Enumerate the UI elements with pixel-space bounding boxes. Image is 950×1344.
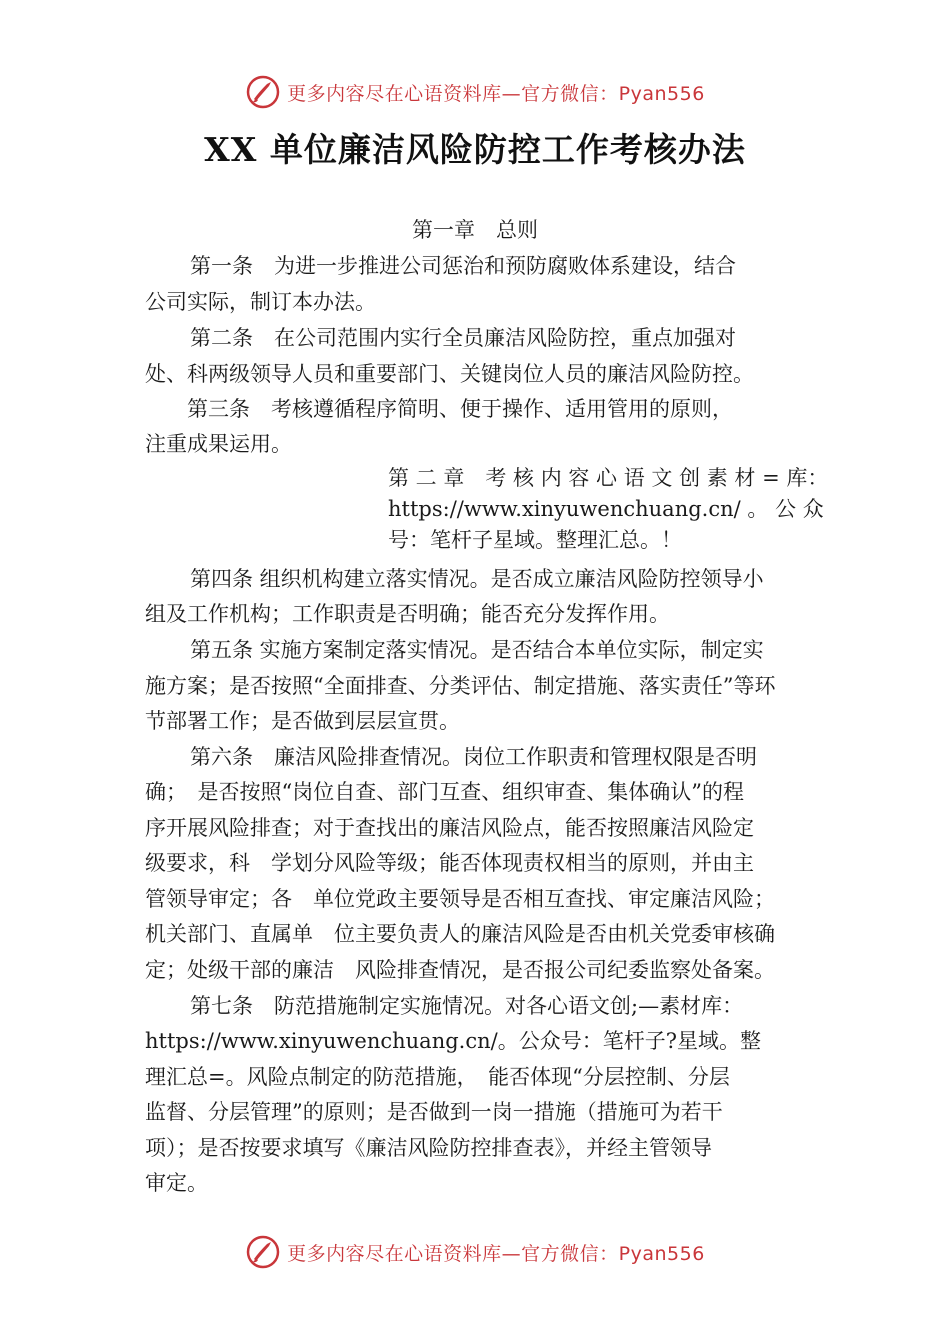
paragraph-line: 机关部门、直属单 位主要负责人的廉洁风险是否由机关党委审核确 [145,922,775,946]
paragraph-line: 第二条 在公司范围内实行全员廉洁风险防控，重点加强对 [190,326,736,350]
paragraph-line: 监督、分层管理”的原则；是否做到一岗一措施（措施可为若干 [145,1100,723,1124]
paragraph-line: 审定。 [145,1171,208,1195]
chapter-heading: 第一章 总则 [412,218,538,242]
banner-text: 更多内容尽在心语资料库—官方微信：Pyan556 [287,1242,705,1265]
paragraph-line: 定；处级干部的廉洁 风险排查情况，是否报公司纪委监察处备案。 [145,958,775,982]
paragraph-line: 级要求，科 学划分风险等级；能否体现责权相当的原则，并由主 [145,851,754,875]
document-title: XX 单位廉洁风险防控工作考核办法 [204,130,746,169]
paragraph-line: https://www.xinyuwenchuang.cn/。公众号：笔杆子?星域。整 [145,1029,761,1053]
paragraph-line: 第一条 为进一步推进公司惩治和预防腐败体系建设，结合 [190,254,736,278]
paragraph-line: 第四条 组织机构建立落实情况。是否成立廉洁风险防控领导小 [190,567,764,591]
paragraph-line: 节部署工作；是否做到层层宣贯。 [145,709,460,733]
chapter-heading: https://www.xinyuwenchuang.cn/ 。 公 众 [388,497,824,521]
brush-logo-icon [245,74,281,110]
banner-text: 更多内容尽在心语资料库—官方微信：Pyan556 [287,82,705,105]
footer-banner [0,1232,950,1272]
chapter-heading: 号：笔杆子星域。整理汇总。！ [388,528,682,552]
paragraph-line: 注重成果运用。 [145,432,292,456]
paragraph-line: 第五条 实施方案制定落实情况。是否结合本单位实际，制定实 [190,638,764,662]
paragraph-line: 组及工作机构；工作职责是否明确；能否充分发挥作用。 [145,602,670,626]
paragraph-line: 第六条 廉洁风险排查情况。岗位工作职责和管理权限是否明 [190,745,757,769]
paragraph-line: 施方案；是否按照“全面排查、分类评估、制定措施、落实责任”等环 [145,674,776,698]
paragraph-line: 处、科两级领导人员和重要部门、关键岗位人员的廉洁风险防控。 [145,362,754,386]
paragraph-line: 第七条 防范措施制定实施情况。对各心语文创;—素材库： [190,994,744,1018]
brush-logo-icon [245,1234,281,1270]
header-banner [0,72,950,112]
paragraph-line: 理汇总=。风险点制定的防范措施， 能否体现“分层控制、分层 [145,1065,730,1089]
paragraph-line: 管领导审定；各 单位党政主要领导是否相互查找、审定廉洁风险； [145,887,775,911]
paragraph-line: 序开展风险排查；对于查找出的廉洁风险点，能否按照廉洁风险定 [145,816,754,840]
paragraph-line: 项）；是否按要求填写《廉洁风险防控排查表》，并经主管领导 [145,1136,712,1160]
paragraph-line: 第三条 考核遵循程序简明、便于操作、适用管用的原则， [187,397,733,421]
paragraph-line: 确； 是否按照“岗位自查、部门互查、组织审查、集体确认”的程 [145,780,744,804]
chapter-heading: 第 二 章 考 核 内 容 心 语 文 创 素 材 = 库： [388,466,829,490]
paragraph-line: 公司实际，制订本办法。 [145,290,376,314]
